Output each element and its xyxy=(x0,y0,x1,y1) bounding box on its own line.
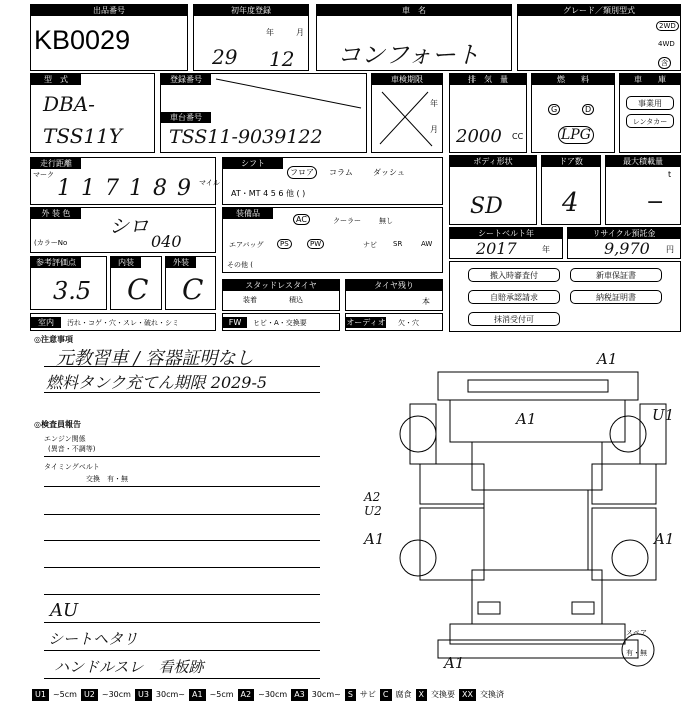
tire-label: タイヤ残り xyxy=(346,280,442,291)
capacity-box xyxy=(605,155,681,225)
first-reg-month: 12 xyxy=(269,47,295,71)
eval-label: 参考評価点 xyxy=(31,257,81,268)
mileage-label: 走行距離 xyxy=(31,158,81,169)
recycle-label: リサイクル預託金 xyxy=(568,228,680,239)
fuel-box xyxy=(531,73,615,153)
fuel-label: 燃 料 xyxy=(532,74,614,85)
color-code-label: (カラーNo xyxy=(34,239,68,247)
first-reg-month-label: 月 xyxy=(296,28,304,37)
interior-label: 内装 xyxy=(111,257,141,268)
doors-value: 4 xyxy=(562,188,579,218)
vehicle-type-box xyxy=(619,73,681,153)
equipment-none: 無し xyxy=(379,217,393,225)
first-reg-year-label: 年 xyxy=(266,28,274,37)
notes-label: ◎注意事項 xyxy=(34,335,73,344)
legend-key: A2 xyxy=(238,689,255,701)
legend-key: XX xyxy=(459,689,476,701)
legend-value: 腐食 xyxy=(395,690,412,699)
blank-line-5 xyxy=(44,622,320,623)
model-label: 型 式 xyxy=(31,74,81,85)
blank-line-2 xyxy=(44,540,320,541)
audio-value: 欠・穴 xyxy=(398,319,419,327)
inspection-year-label: 年 xyxy=(430,99,438,108)
seatbelt-value: 2017 xyxy=(476,239,517,258)
rental-option: レンタカー xyxy=(626,114,674,128)
grade-other: 含 xyxy=(658,57,671,69)
first-reg-box xyxy=(193,4,309,71)
blank-line-6 xyxy=(44,650,320,651)
first-reg-year: 29 xyxy=(212,45,238,69)
vehicle-type-label: 車 庫 xyxy=(620,74,680,85)
equipment-ps: PS xyxy=(277,239,292,249)
equipment-ac: AC xyxy=(293,214,310,225)
doc-cancellation: 抹消受付可 xyxy=(468,312,560,326)
capacity-value: − xyxy=(646,190,665,215)
diagram-mark-6: A1 xyxy=(364,530,385,548)
doc-insurance: 自賠承認請求 xyxy=(468,290,560,304)
equipment-sr: SR xyxy=(393,240,403,248)
exterior-value: C xyxy=(182,273,204,306)
registration-label: 登録番号 xyxy=(161,74,211,85)
legend-value: サビ xyxy=(359,690,376,699)
doc-tax: 納税証明書 xyxy=(570,290,662,304)
legend-value: ~30cm xyxy=(101,690,131,699)
color-box xyxy=(30,207,216,253)
legend-value: ~5cm xyxy=(209,690,234,699)
fw-label: FW xyxy=(223,317,247,328)
displacement-label: 排 気 量 xyxy=(450,74,526,85)
legend-value: 30cm~ xyxy=(311,690,341,699)
tire-box xyxy=(345,279,443,311)
blank-line-1 xyxy=(44,514,320,515)
blank-line-3 xyxy=(44,567,320,568)
mileage-box xyxy=(30,157,220,205)
interior-row xyxy=(30,313,216,331)
shift-floor: フロア xyxy=(287,166,317,179)
audio-row xyxy=(345,313,443,331)
registration-box xyxy=(160,73,367,153)
lot-box xyxy=(30,4,188,71)
shift-label: シフト xyxy=(223,158,283,169)
capacity-unit: t xyxy=(668,170,672,179)
grade-box xyxy=(517,4,681,71)
diagram-mark-8: A1 xyxy=(444,654,465,672)
equipment-other: その他 ( xyxy=(227,261,253,269)
blank-line-4 xyxy=(44,594,320,595)
first-reg-label: 初年度登録 xyxy=(194,5,308,16)
legend-value: ~30cm xyxy=(258,690,288,699)
seatbelt-label: シートベルト年 xyxy=(450,228,562,239)
legend-key: X xyxy=(416,689,427,701)
inspection-label: 車検期限 xyxy=(372,74,442,85)
chassis-label: 車台番号 xyxy=(161,112,211,123)
audio-label: オーディオ xyxy=(346,318,386,327)
engine-sub: (異音・不調等) xyxy=(48,445,96,453)
legend-key: A1 xyxy=(189,689,206,701)
capacity-label: 最大積載量 xyxy=(606,156,680,167)
shift-box xyxy=(222,157,443,205)
interior-box xyxy=(110,256,162,310)
legend-key: U3 xyxy=(135,689,152,701)
vehicle-name: コンフォート xyxy=(337,41,480,69)
engine-label: エンジン関係 xyxy=(44,435,86,443)
inspection-strike xyxy=(372,86,442,152)
eval-value: 3.5 xyxy=(53,277,92,305)
recycle-value: 9,970 xyxy=(604,239,650,258)
legend-key: U2 xyxy=(81,689,98,701)
tire-value: 本 xyxy=(422,297,430,306)
body-value: SD xyxy=(470,194,503,219)
damage-legend xyxy=(32,689,508,701)
diagram-mark-3: U1 xyxy=(652,406,675,424)
inspection-month-label: 月 xyxy=(430,125,438,134)
blank-line-7 xyxy=(44,678,320,679)
mileage-unit: マイル xyxy=(199,179,220,187)
body-box xyxy=(449,155,537,225)
vehicle-name-box xyxy=(316,4,512,71)
diagram-mark-1: A1 xyxy=(597,350,618,368)
fuel-diesel: D xyxy=(582,104,594,115)
shift-column: コラム xyxy=(329,168,353,177)
inspector-note-2: シートヘタリ xyxy=(48,630,139,648)
color-label: 外 装 色 xyxy=(31,208,81,219)
doc-warranty: 新車保証書 xyxy=(570,268,662,282)
interior-value: C xyxy=(127,273,149,306)
exterior-box xyxy=(165,256,216,310)
spare-value: 有・無 xyxy=(626,649,647,657)
displacement-unit: CC xyxy=(512,132,524,141)
fuel-gasoline: G xyxy=(548,104,560,115)
diagram-mark-7: A1 xyxy=(654,530,675,548)
studless-loaded: 積込 xyxy=(289,296,303,304)
seatbelt-box xyxy=(449,227,563,259)
legend-key: C xyxy=(380,689,392,701)
doc-inspection: 搬入時審査付 xyxy=(468,268,560,282)
interior-row-label: 室内 xyxy=(31,317,61,328)
notes-line1: 元教習車 / 容器証明なし xyxy=(56,348,254,369)
inspector-note-1: AU xyxy=(50,600,79,621)
diagram-mark-4: A2 xyxy=(364,490,381,504)
legend-value: 30cm~ xyxy=(155,690,185,699)
diagram-mark-2: A1 xyxy=(516,410,537,428)
displacement-value: 2000 xyxy=(456,126,502,147)
body-label: ボディ形状 xyxy=(450,156,536,167)
fw-value: ヒビ・A・交換要 xyxy=(253,319,307,327)
legend-value: 交換要 xyxy=(430,690,455,699)
legend-value: ~5cm xyxy=(52,690,77,699)
grade-2wd: 2WD xyxy=(656,21,679,31)
legend-key: U1 xyxy=(32,689,49,701)
eval-box xyxy=(30,256,107,310)
diagram-mark-5: U2 xyxy=(364,504,382,518)
color-value: シロ xyxy=(109,214,149,238)
studless-label: スタッドレスタイヤ xyxy=(223,280,339,291)
recycle-unit: 円 xyxy=(666,245,674,254)
exterior-label: 外装 xyxy=(166,257,196,268)
shift-dash: ダッシュ xyxy=(373,168,405,177)
notes-line2: 燃料タンク充てん期限 2029-5 xyxy=(46,373,268,392)
spare-label: スペア xyxy=(626,629,647,637)
studless-box xyxy=(222,279,340,311)
lot-number: KB0029 xyxy=(34,25,131,55)
equipment-cooler: クーラー xyxy=(333,217,361,225)
lot-label: 出品番号 xyxy=(31,5,187,16)
legend-value: 交換済 xyxy=(479,690,504,699)
inspection-box xyxy=(371,73,443,153)
legend-key: S xyxy=(345,689,356,701)
color-code: 040 xyxy=(151,232,182,251)
mileage-value: 117189 xyxy=(57,176,201,201)
recycle-box xyxy=(567,227,681,259)
timing-value: 交換 有・無 xyxy=(86,475,128,483)
equipment-pw: PW xyxy=(307,239,324,249)
fuel-lpg: LPG xyxy=(558,126,594,144)
equipment-box xyxy=(222,207,443,273)
doors-box xyxy=(541,155,601,225)
model-box xyxy=(30,73,155,153)
fw-row xyxy=(222,313,340,331)
equipment-navi: ナビ xyxy=(363,241,377,249)
grade-label: グレード／類別型式 xyxy=(518,5,680,16)
inspector-label: ◎検査員報告 xyxy=(34,420,81,429)
displacement-box xyxy=(449,73,527,153)
equipment-airbag: エアバッグ xyxy=(229,241,264,249)
studless-mounted: 装着 xyxy=(243,296,257,304)
business-use-option: 事業用 xyxy=(626,96,674,110)
notes-underline-1 xyxy=(44,366,320,367)
documents-box xyxy=(449,261,681,332)
inspector-note-3: ハンドルスレ 看板跡 xyxy=(54,658,204,676)
equipment-label: 装備品 xyxy=(223,208,273,219)
doors-label: ドア数 xyxy=(542,156,600,167)
shift-gears: AT・MT 4 5 6 他 ( ) xyxy=(231,189,306,198)
notes-underline-2 xyxy=(44,392,320,393)
grade-4wd: 4WD xyxy=(658,40,675,48)
model-line1: DBA- xyxy=(43,92,95,116)
interior-row-value: 汚れ・コゲ・穴・スレ・破れ・シミ xyxy=(67,319,179,327)
legend-key: A3 xyxy=(291,689,308,701)
engine-underline xyxy=(44,456,320,457)
mileage-marker: マーク xyxy=(33,171,54,179)
timing-underline xyxy=(44,486,320,487)
equipment-aw: AW xyxy=(421,240,433,248)
model-line2: TSS11Y xyxy=(43,124,123,148)
vehicle-name-label: 車 名 xyxy=(317,5,511,16)
seatbelt-unit: 年 xyxy=(542,245,550,254)
timing-label: タイミングベルト xyxy=(44,463,100,471)
chassis-number: TSS11-9039122 xyxy=(169,126,323,148)
registration-strike xyxy=(211,74,366,112)
